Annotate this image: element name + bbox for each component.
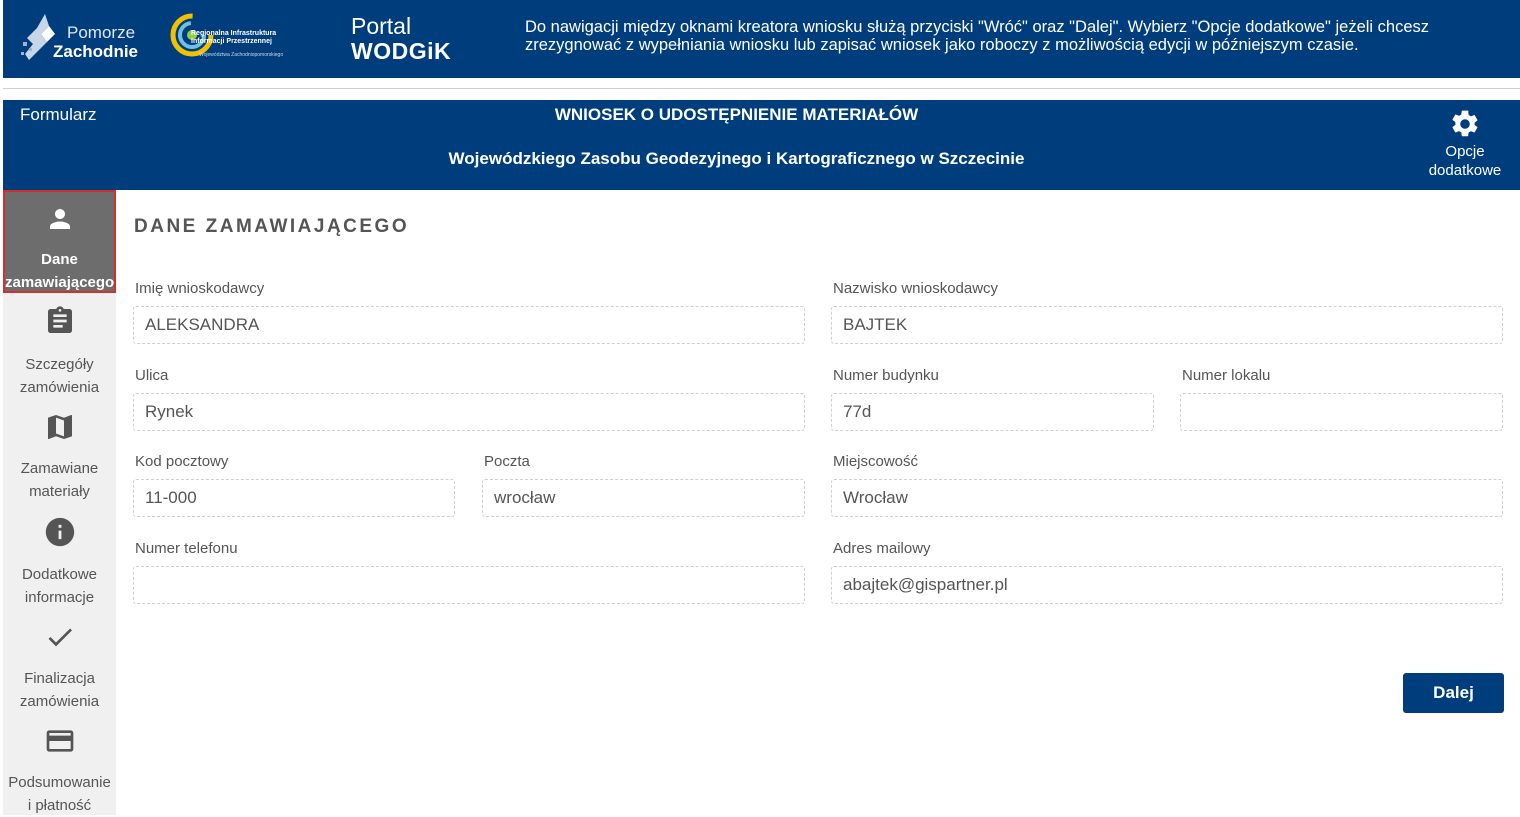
wizard-steps-sidebar	[3, 190, 116, 815]
step-label-line1: Dodatkowe	[21, 566, 98, 583]
email-label: Adres mailowy	[833, 540, 931, 557]
step-label-line2: zamawiającego	[5, 274, 115, 291]
last-name-label: Nazwisko wnioskodawcy	[833, 280, 999, 297]
form-subtitle: Wojewódzkiego Zasobu Geodezyjnego i Kartograficznego w Szczecinie	[448, 149, 1025, 168]
person-icon	[45, 204, 75, 234]
map-icon	[44, 411, 76, 443]
step-label-line2: zamówienia	[19, 379, 100, 396]
step-label-line1: Finalizacja	[24, 670, 95, 687]
portal-title-line2: WODGiK	[351, 38, 452, 64]
check-icon	[44, 621, 76, 653]
credit-card-icon	[43, 725, 77, 757]
form-title: WNIOSEK O UDOSTĘPNIENIE MATERIAŁÓW	[554, 105, 919, 124]
building-number-input[interactable]	[831, 393, 1154, 431]
additional-options-label-2: dodatkowe	[1428, 162, 1502, 179]
step-label-line2: informacje	[24, 589, 95, 606]
pomorze-zachodnie-logo[interactable]	[19, 10, 139, 66]
riip-line1: Regionalna Infrastruktura	[191, 30, 277, 37]
step-label-line1: Podsumowanie	[8, 774, 111, 791]
step-dane-zamawiajacego[interactable]	[3, 190, 116, 293]
section-title: DANE ZAMAWIAJĄCEGO	[134, 216, 410, 237]
phone-label: Numer telefonu	[135, 540, 238, 557]
form-banner	[3, 100, 1520, 190]
apartment-number-label: Numer lokalu	[1182, 367, 1271, 384]
email-input[interactable]	[831, 566, 1503, 604]
info-icon	[43, 515, 77, 549]
post-office-input[interactable]	[482, 479, 805, 517]
building-number-label: Numer budynku	[833, 367, 939, 384]
apartment-number-input[interactable]	[1180, 393, 1503, 431]
phone-input[interactable]	[133, 566, 805, 604]
step-label-line2: materiały	[29, 483, 90, 500]
last-name-input[interactable]	[831, 306, 1503, 344]
postal-code-label: Kod pocztowy	[135, 453, 229, 470]
step-zamawiane-materialy[interactable]	[3, 411, 116, 507]
step-label-line1: Zamawiane	[20, 460, 99, 477]
riip-logo[interactable]	[169, 12, 319, 62]
top-header	[3, 0, 1520, 78]
riip-line3: Województwa Zachodniopomorskiego	[199, 52, 284, 58]
step-label-line1: Szczegóły	[25, 356, 94, 373]
zachodnie-text: Zachodnie	[53, 42, 139, 61]
post-office-label: Poczta	[484, 453, 530, 470]
step-podsumowanie-i-platnosc[interactable]	[3, 725, 116, 815]
step-szczegoly-zamowienia[interactable]	[3, 304, 116, 400]
clipboard-icon	[44, 304, 76, 338]
gear-icon	[1449, 108, 1481, 140]
first-name-input[interactable]	[133, 306, 805, 344]
next-button[interactable]: Dalej	[1403, 673, 1504, 713]
postal-code-input[interactable]	[133, 479, 455, 517]
step-dodatkowe-informacje[interactable]	[3, 515, 116, 611]
additional-options-label-1: Opcje	[1445, 143, 1485, 160]
city-input[interactable]	[831, 479, 1503, 517]
street-label: Ulica	[135, 367, 169, 384]
additional-options-button[interactable]	[1415, 108, 1515, 188]
city-label: Miejscowość	[833, 453, 919, 470]
formularz-label: Formularz	[20, 105, 97, 124]
step-finalizacja-zamowienia[interactable]	[3, 621, 116, 717]
street-input[interactable]	[133, 393, 805, 431]
portal-title-line1: Portal	[351, 13, 412, 39]
first-name-label: Imię wnioskodawcy	[135, 280, 265, 297]
pomorze-text: Pomorze	[67, 23, 136, 42]
header-divider	[3, 88, 1520, 89]
step-label-line2: zamówienia	[19, 693, 100, 710]
step-label-line1: Dane	[41, 251, 78, 268]
navigation-hint-text: Do nawigacji między oknami kreatora wniosku służą przyciski "Wróć" oraz "Dalej". Wybierz "Opcje dodatkowe" jeżeli chcesz zrezygnować z wypełniania wniosku lub zapisać wniosek jako roboczy z możliwością edycji w późniejszym czasie.	[525, 18, 1430, 54]
step-label-line2: i płatność	[27, 797, 92, 814]
portal-title[interactable]	[351, 14, 451, 64]
riip-line2: Informacji Przestrzennej	[191, 38, 272, 45]
